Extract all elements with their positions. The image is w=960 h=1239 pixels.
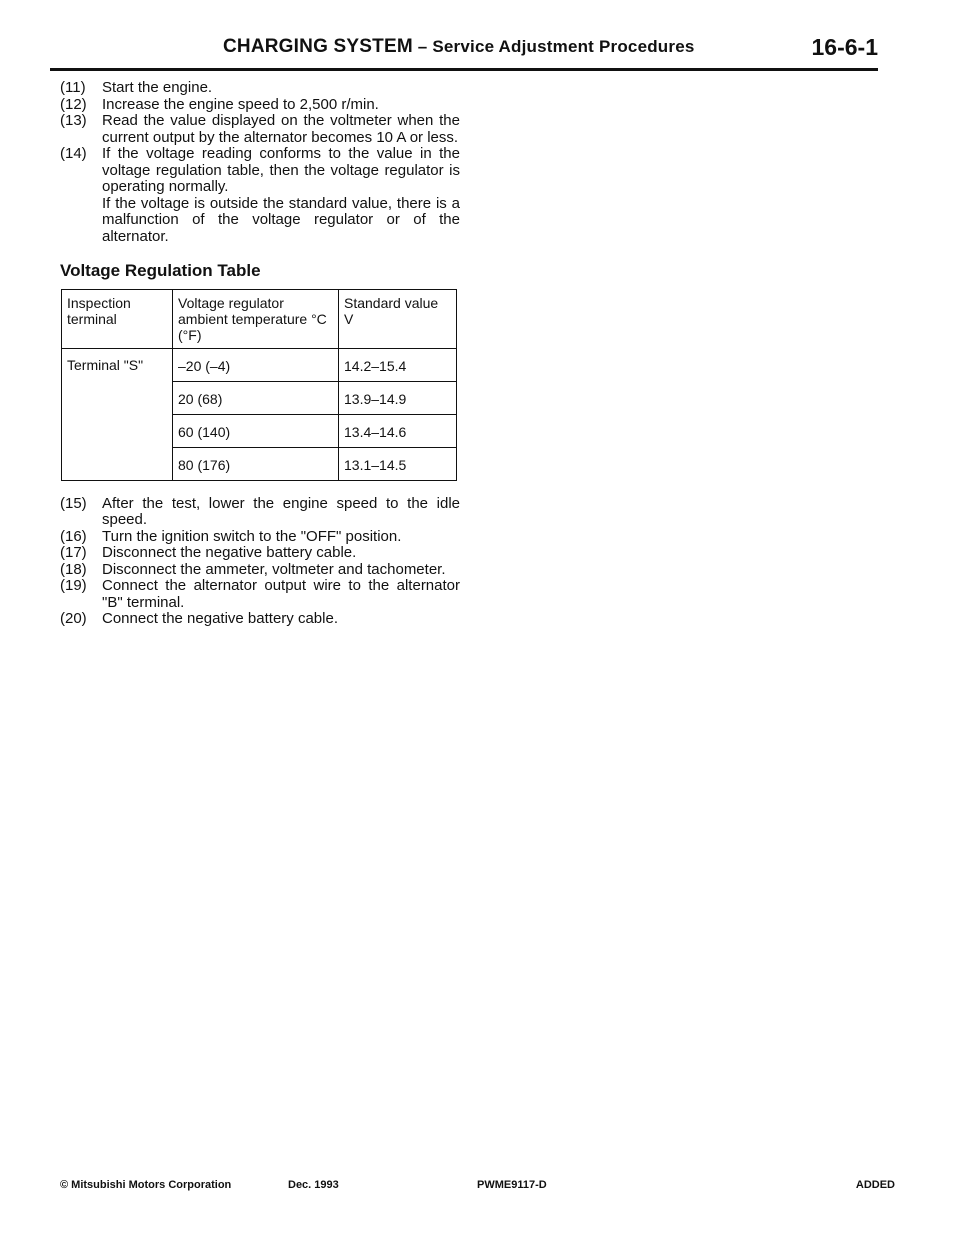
footer-document-code: PWME9117-D — [477, 1179, 547, 1191]
header-ambient-temperature: Voltage regulator ambient temperature °C (°F) — [173, 289, 339, 348]
step-text: If the voltage reading conforms to the value in the voltage regulation table, then the voltage regulator is operating normally. — [102, 145, 460, 195]
footer-copyright: © Mitsubishi Motors Corporation — [60, 1179, 232, 1191]
voltage-regulation-table — [61, 289, 457, 481]
step-number: (18) — [60, 560, 87, 578]
value-cell: 14.2–15.4 — [339, 348, 457, 381]
step-item — [60, 578, 460, 611]
step-number: (20) — [60, 610, 87, 627]
step-item — [60, 611, 460, 628]
step-item — [60, 496, 460, 529]
value-cell: 13.1–14.5 — [339, 447, 457, 480]
step-number: (16) — [60, 527, 87, 545]
step-item — [60, 545, 460, 562]
step-text: Turn the ignition switch to the "OFF" position. — [102, 527, 402, 545]
header-standard-value: Standard value V — [339, 289, 457, 348]
table-row — [62, 348, 457, 381]
temperature-cell: 20 (68) — [173, 381, 339, 414]
temperature-cell: 80 (176) — [173, 447, 339, 480]
step-text: Disconnect the ammeter, voltmeter and tachometer. — [102, 560, 446, 578]
footer-date: Dec. 1993 — [288, 1179, 339, 1191]
step-item — [60, 113, 460, 146]
main-content — [60, 80, 460, 628]
steps-after — [60, 496, 460, 628]
step-note: If the voltage is outside the standard value, there is a malfunction of the voltage regulator or of the alternator. — [102, 194, 460, 245]
header-rule — [50, 68, 878, 71]
step-item — [60, 562, 460, 579]
step-text: Read the value displayed on the voltmeter when the current output by the alternator becomes 10 A or less. — [102, 112, 460, 146]
step-text: Start the engine. — [102, 79, 213, 96]
temperature-cell: –20 (–4) — [173, 348, 339, 381]
title-main: CHARGING SYSTEM — [223, 36, 413, 57]
step-text: Connect the negative battery cable. — [102, 610, 338, 627]
step-number: (15) — [60, 494, 87, 512]
value-cell: 13.4–14.6 — [339, 414, 457, 447]
table-header-row — [62, 289, 457, 348]
step-number: (11) — [60, 79, 86, 96]
page-number: 16-6-1 — [811, 34, 878, 60]
terminal-cell: Terminal "S" — [62, 348, 173, 480]
step-number: (19) — [60, 577, 87, 594]
step-item — [60, 529, 460, 546]
step-item — [60, 97, 460, 114]
title-sub: – Service Adjustment Procedures — [412, 37, 695, 56]
page-header — [50, 32, 878, 70]
step-text: Connect the alternator output wire to the alternator "B" terminal. — [102, 577, 460, 611]
table-title: Voltage Regulation Table — [60, 261, 261, 280]
step-number: (13) — [60, 112, 87, 129]
temperature-cell: 60 (140) — [173, 414, 339, 447]
page-footer — [60, 1179, 895, 1197]
step-text: Disconnect the negative battery cable. — [102, 544, 357, 561]
page-title — [223, 36, 695, 58]
step-text: After the test, lower the engine speed to the idle speed. — [102, 494, 460, 528]
step-number: (17) — [60, 544, 87, 561]
value-cell: 13.9–14.9 — [339, 381, 457, 414]
step-text: Increase the engine speed to 2,500 r/min. — [102, 95, 379, 113]
footer-status: ADDED — [855, 1179, 895, 1191]
header-inspection-terminal: Inspection terminal — [62, 289, 173, 348]
step-number: (14) — [60, 145, 87, 162]
step-number: (12) — [60, 95, 87, 113]
step-item — [60, 146, 460, 196]
step-item — [60, 80, 460, 97]
